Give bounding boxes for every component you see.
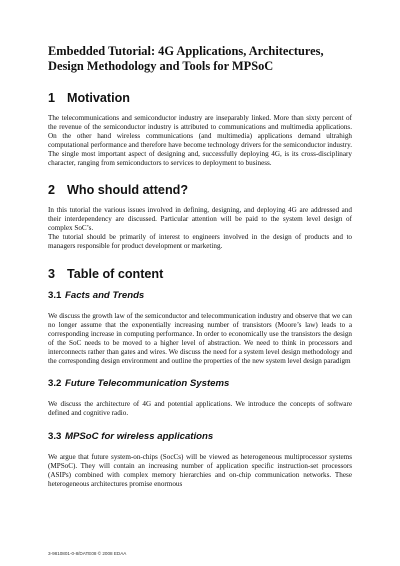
- mpsoc-wireless-paragraph: We argue that future system-on-chips (SocCs) will be viewed as heterogeneous multiprocessor systems (MPSoC). They will contain an increasing number of application specific instruction-set processors (ASIPs) combined with complex memory hierarchies and on-chip communication networks. These heterogeneous architectures promise enormous: [48, 453, 352, 488]
- subsection-title: Future Telecommunication Systems: [65, 378, 230, 390]
- attend-paragraph-1: In this tutorial the various issues involved in defining, designing, and deploying 4G are addressed and their interdependency are discussed. Particular attention will be paid to the system level design of complex SoC’s.: [48, 206, 352, 233]
- facts-and-trends-paragraph: We discuss the growth law of the semiconductor and telecommunication industry and observe that we can no longer assume that the exponentially increasing number of transistors (Moore’s law) leads to a corresponding increase in computing performance. In order to economically use the transistors the design of the SoC needs to be moved to a higher level of abstraction. We need to think in processors and interconnects rather than gates and wires. We discuss the need for a system level design methodology and the corresponding design environment and outline the properties of the new system level design paradigm: [48, 311, 352, 365]
- subsection-title: MPSoC for wireless applications: [65, 431, 214, 443]
- subsection-title: Facts and Trends: [65, 289, 145, 301]
- section-title: Table of content: [67, 266, 164, 281]
- document-title: Embedded Tutorial: 4G Applications, Architectures, Design Methodology and Tools for MPSoC: [48, 44, 324, 73]
- section-title: Who should attend?: [67, 183, 189, 198]
- page-footer: 3-9810801-0-8/DATE08 © 2008 EDAA: [48, 551, 127, 556]
- subsection-number: 3.3: [48, 431, 62, 443]
- section-heading-motivation: [48, 91, 352, 106]
- section-number: 3: [48, 266, 56, 281]
- section-number: 1: [48, 91, 56, 105]
- section-heading-table-of-content: [48, 267, 352, 282]
- subsection-heading-facts-and-trends: [48, 290, 352, 302]
- section-heading-who-should-attend: [48, 183, 352, 198]
- future-telecom-paragraph: We discuss the architecture of 4G and potential applications. We introduce the concepts of software defined and cognitive radio.: [48, 400, 352, 418]
- section-number: 2: [48, 183, 56, 198]
- motivation-paragraph: The telecommunications and semiconductor industry are inseparably linked. More than sixty percent of the revenue of the semiconductor industry is attributed to communications and multimedia applications. On the other hand wireless communications (and multimedia) applications demand ultrahigh computational performance and therefore have become technology drivers for the semiconductor industry. The single most important aspect of designing and, successfully deploying 4G, is its cross-disciplinary character, ranging from semiconductors to services to deployment to business.: [48, 114, 352, 167]
- subsection-heading-future-telecom: [48, 378, 352, 390]
- section-title: Motivation: [67, 91, 130, 105]
- subsection-number: 3.2: [48, 378, 62, 390]
- subsection-heading-mpsoc-wireless: [48, 431, 352, 443]
- attend-paragraph-2: The tutorial should be primarily of interest to engineers involved in the design of products and to managers responsible for product development or marketing.: [48, 233, 352, 251]
- subsection-number: 3.1: [48, 289, 62, 301]
